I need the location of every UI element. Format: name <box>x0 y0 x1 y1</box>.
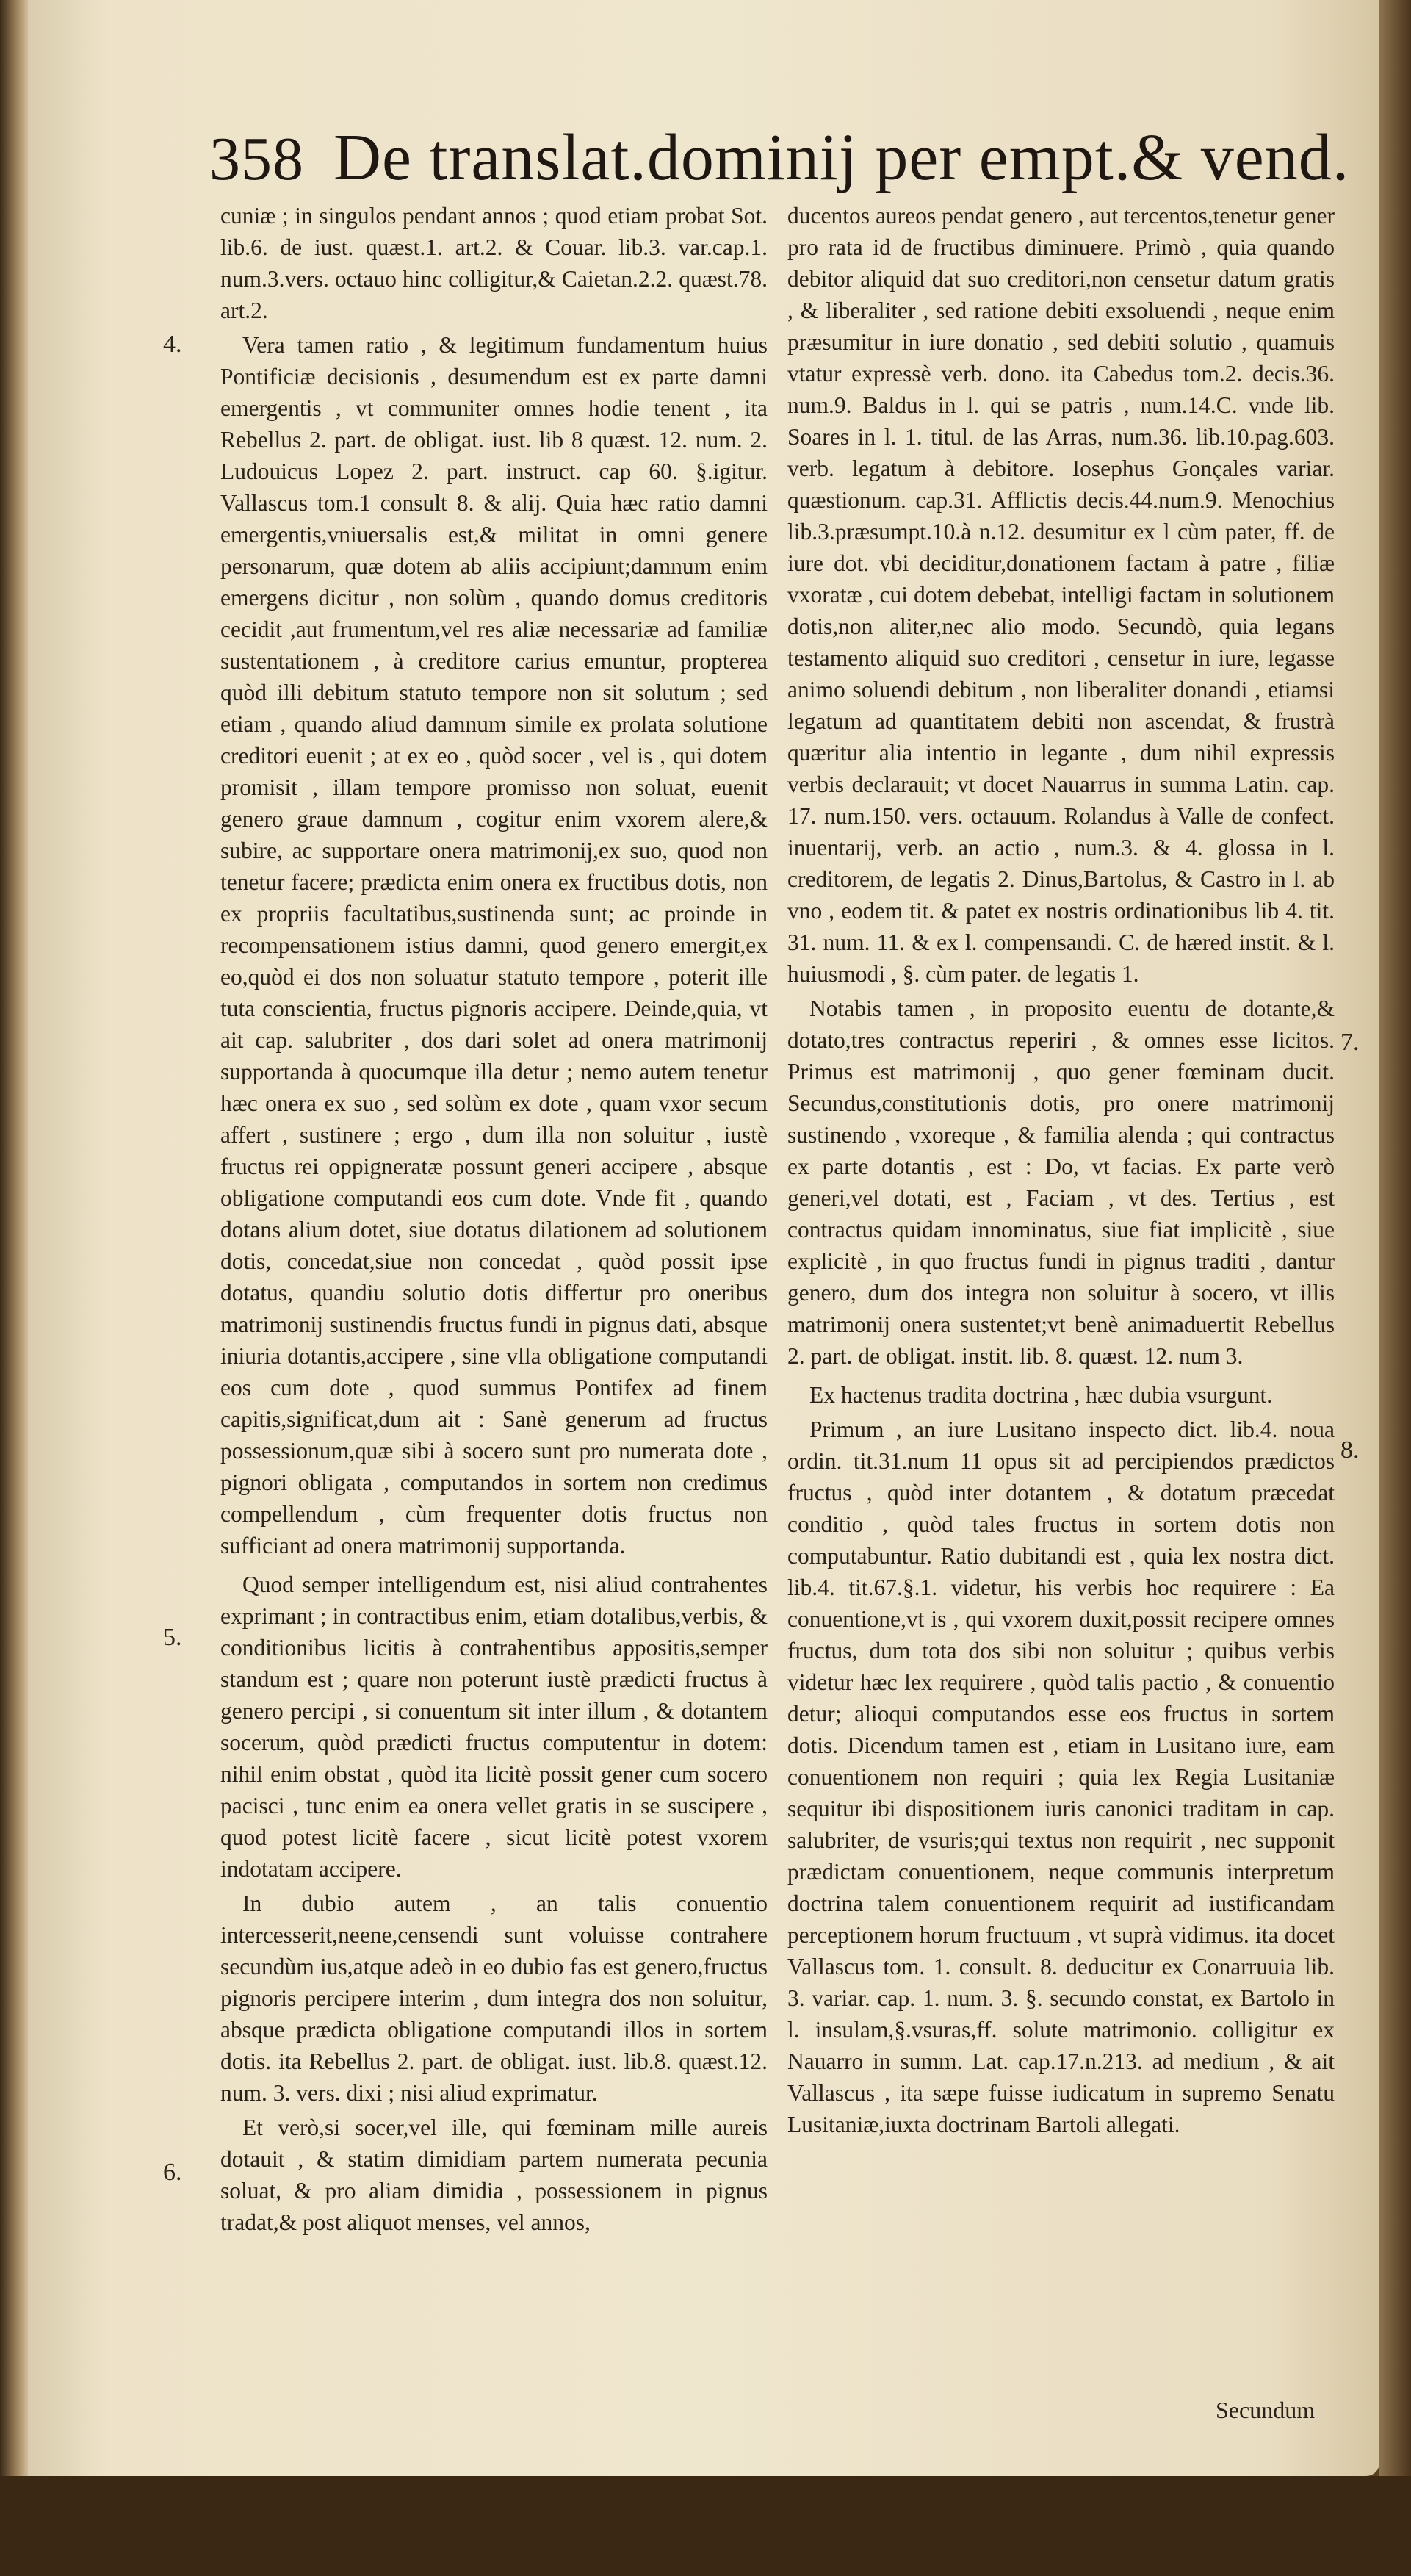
page-shadow <box>1379 0 1411 2476</box>
paragraph: Vera tamen ratio , & legitimum fundamentum huius Pontificiæ decisionis , desumendum est ex parte damni emergentis , vt communiter omnes hodie tenent , ita Rebellus 2. part. de obligat. iust. lib 8 quæst. 12. num. 2. Ludouicus Lopez 2. part. instruct. cap 60. §.igitur. Vallascus tom.1 consult 8. & alij. Quia hæc ratio damni emergentis,vniuersalis est,& militat in omni genere personarum, quæ dotem ab aliis accipiunt;damnum enim emergens dicitur , non solùm , quando domus creditoris cecidit ,aut frumentum,vel res aliæ necessariæ ad familiæ sustentationem , à creditore carius emuntur, propterea quòd illi debitum statuto tempore non sit solutum ; sed etiam , quando aliud damnum simile ex prolata solutione creditori euenit ; at ex eo , quòd socer , vel is , qui dotem promisit , illam tempore promisso non soluat, euenit genero graue damnum , cogitur enim vxorem alere,& subire, ac supportare onera matrimonij,ex suo, quod non tenetur facere; prædicta enim onera ex fructibus dotis, non ex propriis facultatibus,sustinenda sunt; ac proinde in recompensationem istius damni, quod genero emergit,ex eo,quòd ei dos non soluatur statuto tempore , poterit ille tuta conscientia, fructus pignoris accipere. Deinde,quia, vt ait cap. salubriter , dos dari solet ad onera matrimonij supportanda à quocumque illa detur ; nemo autem tenetur hæc onera ex suo , sed solùm ex dote , quam vxor secum affert , sustinere ; ergo , dum illa non soluitur , iustè fructus rei oppigneratæ possunt generi accipere , absque obligatione computandi eos cum dote. Vnde fit , quando dotans alium dotet, siue dotatus dilationem ad solutionem dotis, concedat,siue non concedat , quòd possit ipse dotatus, quandiu solutio dotis differtur pro oneribus matrimonij sustinendis fructus fundi in pignus dati, absque iniuria dotantis,accipere , sine vlla obligatione computandi eos cum dote , quod summus Pontifex ad finem capitis,significat,dum ait : Sanè generum ad fructus possessionum,quæ sibi à socero sunt pro numerata dote , pignori obligata , computandos in sortem non credimus compellendum , cùm frequenter dotis fructus non sufficiant ad onera matrimonij supportanda. <box>220 332 768 1558</box>
margin-number: 6. <box>163 2159 182 2186</box>
page-number: 358 <box>209 125 304 193</box>
page-header <box>209 118 1350 206</box>
paragraph: cuniæ ; in singulos pendant annos ; quod etiam probat Sot. lib.6. de iust. quæst.1. art.2. & Couar. lib.3. var.cap.1. num.3.vers. octauo hinc colligitur,& Caietan.2.2. quæst.78. art.2. <box>220 203 768 323</box>
running-title: De translat.dominij per empt.& vend. <box>333 121 1350 194</box>
right-column <box>787 200 1335 2143</box>
paragraph: Ex hactenus tradita doctrina , hæc dubia vsurgunt. <box>809 1382 1273 1408</box>
background-band <box>0 2476 1411 2576</box>
catchword: Secundum <box>1216 2397 1316 2423</box>
margin-number: 7. <box>1340 1029 1360 1056</box>
left-column <box>220 200 768 2241</box>
paragraph: Et verò,si socer,vel ille, qui fœminam mille aureis dotauit , & statim dimidiam partem numerata pecunia soluat, & pro aliam dimidia , possessionem in pignus tradat,& post aliquot menses, vel annos, <box>220 2115 768 2235</box>
paragraph: ducentos aureos pendat genero , aut tercentos,tenetur gener pro rata id de fructibus diminuere. Primò , quia quando debitor aliquid dat suo creditori,non censetur datum gratis , & liberaliter , sed ratione debiti exsoluendi , neque enim præsumitur in iure donatio , sed debiti solutio , quamuis vtatur expressè verb. dono. ita Cabedus tom.2. decis.36. num.9. Baldus in l. qui se patris , num.14.C. vnde lib. Soares in l. 1. titul. de las Arras, num.36. lib.10.pag.603. verb. legatum à debitore. Iosephus Gonçales variar. quæstionum. cap.31. Afflictis decis.44.num.9. Menochius lib.3.præsumpt.10.à n.12. desumitur ex l cùm pater, ff. de iure dot. vbi deciditur,donationem factam à patre , filiæ vxoratæ , cui dotem debebat, intelligi factam in solutionem dotis,non aliter,nec alio modo. Secundò, quia legans testamento aliquid suo creditori , censetur in iure, legasse animo soluendi debitum , non liberaliter donandi , etiamsi legatum ad quantitatem debiti non ascendat, & frustrà quæritur alia intentio in legante , dum nihil expressis verbis declarauit; vt docet Nauarrus in summa Latin. cap. 17. num.150. vers. octauum. Rolandus à Valle de confect. inuentarij, verb. an actio , num.3. & 4. glossa in l. creditorem, de legatis 2. Dinus,Bartolus, & Castro in l. ab vno , eodem tit. & patet ex nostris ordinationibus lib 4. tit. 31. num. 11. & ex l. compensandi. C. de hæred instit. & l. huiusmodi , §. cùm pater. de legatis 1. <box>787 203 1335 987</box>
paragraph: Quod semper intelligendum est, nisi aliud contrahentes exprimant ; in contractibus enim, etiam dotalibus,verbis, & conditionibus licitis à contrahentibus appositis,semper standum est ; quare non poterunt iustè prædicti fructus à genero percipi , si conuentum sit inter illum , & dotantem socerum, quòd prædicti fructus computentur in dotem: nihil enim obstat , quòd ita licitè possit gener cum socero pacisci , tunc enim ea onera vellet gratis in se suscipere , quod potest licitè facere , sicut licitè potest vxorem indotatam accipere. <box>220 1572 768 1882</box>
paragraph: In dubio autem , an talis conuentio intercesserit,neene,censendi sunt voluisse contrahere secundùm ius,atque adeò in eo dubio fas est genero,fructus pignoris percipere interim , dum integra dos non soluitur, absque prædicta obligatione computandi illos in sortem dotis. ita Rebellus 2. part. de obligat. iust. lib.8. quæst.12. num. 3. vers. dixi ; nisi aliud exprimatur. <box>220 1890 768 2106</box>
margin-number: 5. <box>163 1624 182 1651</box>
margin-number: 8. <box>1340 1436 1360 1464</box>
margin-number: 4. <box>163 331 182 358</box>
paragraph: Notabis tamen , in proposito euentu de dotante,& dotato,tres contractus reperiri , & omnes esse licitos. Primus est matrimonij , quo gener fœminam ducit. Secundus,constitutionis dotis, pro onere matrimonij sustinendo , vxoreque , & familia alenda ; qui contractus ex parte dotantis , est : Do, vt facias. Ex parte verò generi,vel dotati, est , Faciam , vt des. Tertius , est contractus quidam innominatus, siue fiat implicitè , siue explicitè , in quo fructus fundi in pignus traditi , dantur genero, dum dos integra non soluitur à socero, vt illis matrimonij onera sustentet;vt benè animaduertit Rebellus 2. part. de obligat. instit. lib. 8. quæst. 12. num 3. <box>787 996 1335 1369</box>
paragraph: Primum , an iure Lusitano inspecto dict. lib.4. noua ordin. tit.31.num 11 opus sit ad percipiendos prædictos fructus , quòd inter dotantem , & dotatum præcedat conditio , quòd tales fructus in sortem dotis non computabuntur. Ratio dubitandi est , quia lex nostra dict. lib.4. tit.67.§.1. videtur, his verbis hoc requirere : Ea conuentione,vt is , qui vxorem duxit,possit recipere omnes fructus, dum tota dos sibi non soluitur ; quibus verbis videtur hæc lex requirere , quòd talis pactio , & conuentio detur; alioqui computandos esse eos fructus in sortem dotis. Dicendum tamen est , etiam in Lusitano iure, eam conuentionem non requiri ; quia lex Regia Lusitaniæ sequitur ibi dispositionem iuris canonici traditam in cap. salubriter, de vsuris;qui textus non requirit , nec supponit prædictam conuentionem, neque communis interpretum doctrina talem conuentionem requirit ad iustificandam perceptionem horum fructuum , vt suprà vidimus. ita docet Vallascus tom. 1. consult. 8. deducitur ex Conarruuia lib. 3. variar. cap. 1. num. 3. §. secundo constat, ex Bartolo in l. insulam,§.vsuras,ff. solute matrimonio. colligitur ex Nauarro in summ. Lat. cap.17.n.213. ad medium , & ait Vallascus , ita sæpe fuisse iudicatum in supremo Senatu Lusitaniæ,iuxta doctrinam Bartoli allegati. <box>787 1417 1335 2137</box>
